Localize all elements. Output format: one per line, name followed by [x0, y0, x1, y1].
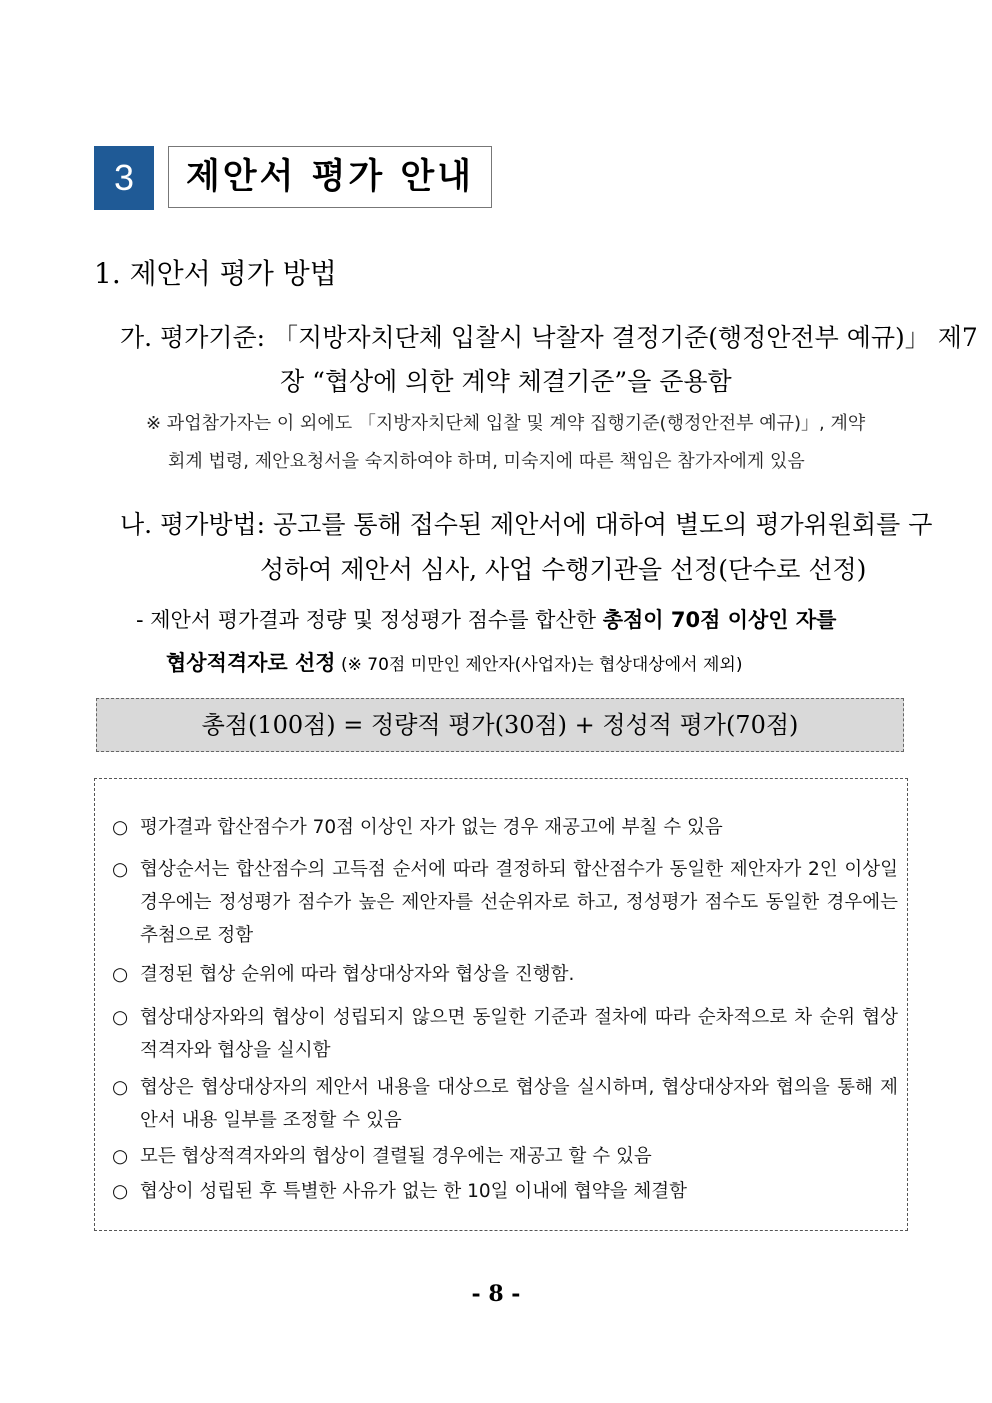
circle-bullet-icon: ○: [112, 1077, 129, 1098]
method-dash2-note: (※ 70점 미만인 제안자(사업자)는 협상대상에서 제외): [335, 655, 743, 675]
method-dash-text: - 제안서 평가결과 정량 및 정성평가 점수를 합산한: [136, 608, 603, 632]
note-item: [112, 853, 898, 952]
method-line-1: 나. 평가방법: 공고를 통해 접수된 제안서에 대하여 별도의 평가위원회를 구: [120, 510, 933, 539]
method-dash-bold: 총점이 70점 이상인 자를: [602, 608, 837, 632]
note-item: [112, 1001, 898, 1067]
circle-bullet-icon: ○: [112, 1146, 129, 1167]
note-item-text: 협상순서는 합산점수의 고득점 순서에 따라 결정하되 합산점수가 동일한 제안자가 2인 이상일 경우에는 정성평가 점수가 높은 제안자를 선순위자로 하고, 정성평가 점수도 동일한 경우에는 추첨으로 정함: [140, 859, 898, 946]
method-dash-line-2: [166, 646, 742, 682]
page-number: - 8 -: [471, 1281, 521, 1307]
criteria-line-2: 장 “협상에 의한 계약 체결기준”을 준용함: [280, 367, 732, 396]
circle-bullet-icon: ○: [112, 964, 129, 985]
note-item-text: 결정된 협상 순위에 따라 협상대상자와 협상을 진행함.: [140, 964, 575, 985]
note-item-text: 협상은 협상대상자의 제안서 내용을 대상으로 협상을 실시하며, 협상대상자와 협의을 통해 제안서 내용 일부를 조정할 수 있음: [140, 1077, 898, 1131]
circle-bullet-icon: ○: [112, 859, 129, 880]
note-item-text: 평가결과 합산점수가 70점 이상인 자가 없는 경우 재공고에 부칠 수 있음: [140, 817, 723, 838]
note-item: [112, 1175, 898, 1208]
criteria-note-line-2: 회계 법령, 제안요청서을 숙지하여야 하며, 미숙지에 따른 책임은 참가자에게 있음: [168, 451, 805, 472]
section-number-badge: 3: [94, 146, 154, 210]
circle-bullet-icon: ○: [112, 817, 129, 838]
criteria-line-1: 가. 평가기준: 「지방자치단체 입찰시 낙찰자 결정기준(행정안전부 예규)」 제7: [120, 323, 978, 352]
circle-bullet-icon: ○: [112, 1181, 129, 1202]
note-item-text: 협상대상자와의 협상이 성립되지 않으면 동일한 기준과 절차에 따라 순차적으로 차 순위 협상적격자와 협상을 실시함: [140, 1007, 898, 1061]
method-dash2-bold: 협상적격자로 선정: [166, 651, 336, 675]
note-item-text: 협상이 성립된 후 특별한 사유가 없는 한 10일 이내에 협약을 체결함: [140, 1181, 687, 1202]
method-dash-line-1: [136, 603, 836, 637]
section-title: 제안서 평가 안내: [168, 146, 492, 208]
note-item-text: 모든 협상적격자와의 협상이 결렬될 경우에는 재공고 할 수 있음: [140, 1146, 652, 1167]
note-item: [112, 958, 898, 991]
note-item: [112, 811, 898, 844]
score-formula-box: 총점(100점) = 정량적 평가(30점) + 정성적 평가(70점): [96, 698, 904, 752]
note-item: [112, 1140, 898, 1173]
circle-bullet-icon: ○: [112, 1007, 129, 1028]
note-item: [112, 1071, 898, 1137]
criteria-note-line-1: ※ 과업참가자는 이 외에도 「지방자치단체 입찰 및 계약 집행기준(행정안전부 예규)」, 계약: [146, 413, 866, 434]
method-line-2: 성하여 제안서 심사, 사업 수행기관을 선정(단수로 선정): [260, 555, 867, 584]
heading-evaluation-method: 1. 제안서 평가 방법: [94, 257, 337, 290]
